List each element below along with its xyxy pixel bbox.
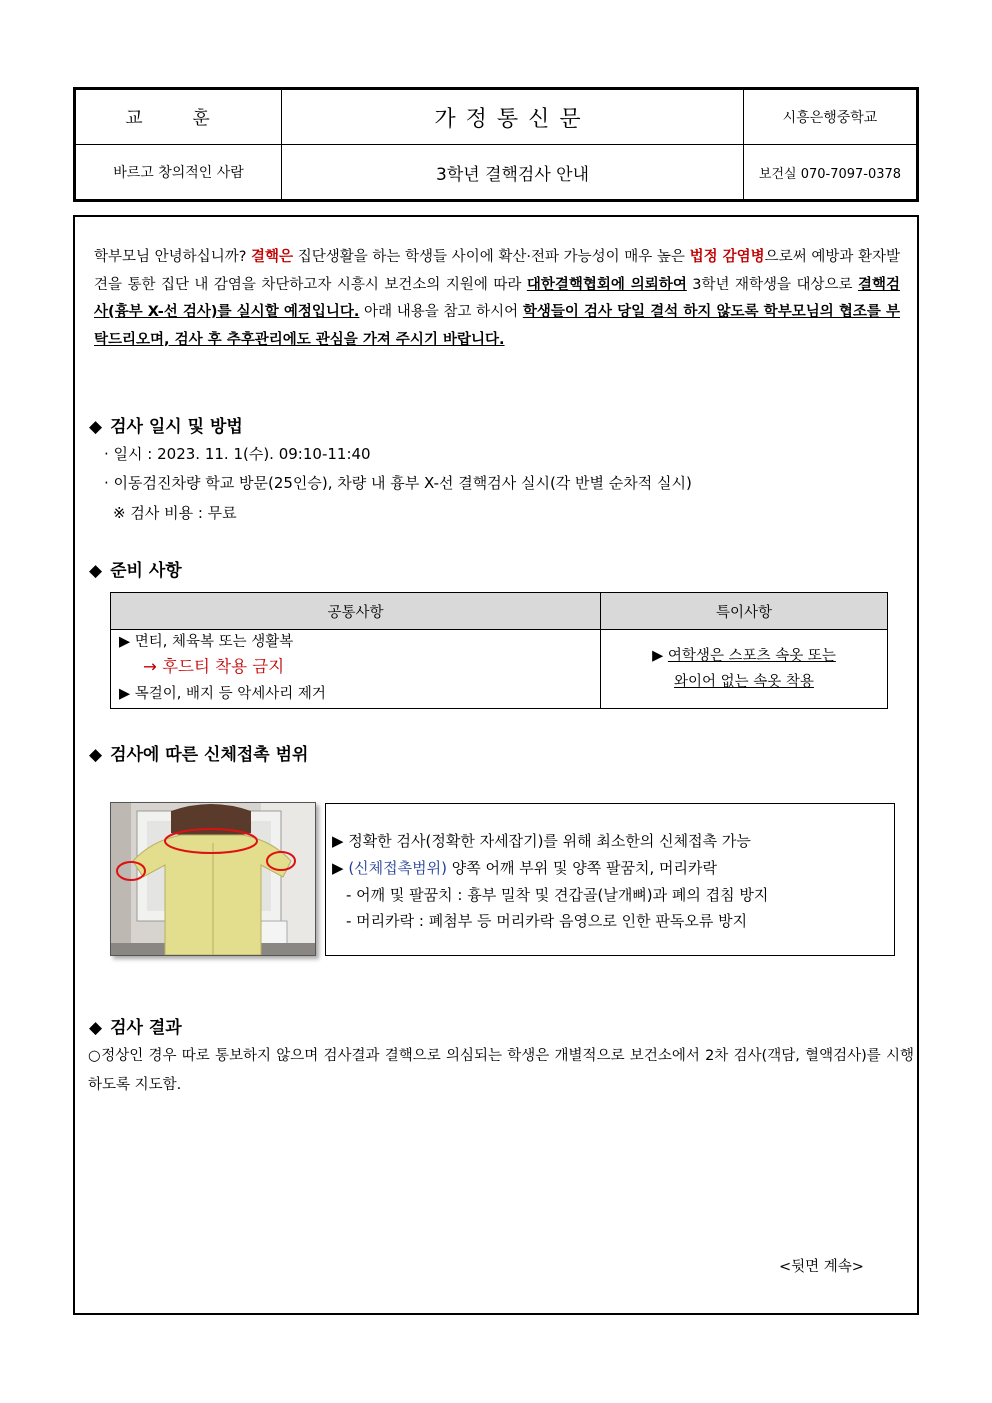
section-heading-text: 준비 사항	[110, 561, 182, 581]
school-motto: 바르고 창의적인 사람	[76, 145, 282, 200]
section-heading-text: 검사 일시 및 방법	[110, 417, 243, 437]
table-header-special: 특이사항	[601, 593, 888, 630]
intro-paragraph	[94, 244, 900, 354]
school-name: 시흥은행중학교	[744, 90, 917, 145]
list-item-warning: → 후드티 착용 금지	[143, 657, 285, 676]
intro-emphasis: 결핵검사(흉부 X-선 검사)를 실시할 예정입니다.	[94, 276, 901, 320]
contact-info: 보건실 070-7097-0378	[744, 145, 917, 200]
list-item: ▶ 면티, 체육복 또는 생활복	[119, 634, 294, 650]
special-items-cell	[601, 630, 888, 709]
triangle-right-icon: ▶	[652, 648, 668, 664]
diamond-icon: ◆	[89, 417, 103, 437]
schedule-cost: ※ 검사 비용 : 무료	[113, 504, 237, 522]
contact-range-box	[325, 803, 895, 956]
diamond-icon: ◆	[89, 561, 103, 581]
page-title: 가정통신문	[282, 90, 744, 145]
intro-highlight: 법정 감염병	[689, 249, 765, 265]
table-header-common: 공통사항	[111, 593, 601, 630]
xray-posture-photo	[110, 802, 316, 956]
main-content-frame	[73, 215, 919, 1315]
triangle-right-icon: ▶	[332, 859, 349, 877]
contact-detail: - 어깨 및 팔꿈치 : 흉부 밀착 및 견갑골(날개뼈)과 폐의 겹침 방지	[346, 886, 769, 904]
page-subtitle: 3학년 결핵검사 안내	[282, 145, 744, 200]
result-text: ○정상인 경우 따로 통보하지 않으며 검사결과 결핵으로 의심되는 학생은 개별적으로 보건소에서 2차 검사(객담, 혈액검사)를 시행하도록 지도함.	[88, 1048, 914, 1093]
section-heading-contact	[89, 740, 308, 765]
list-item: ▶ 목걸이, 배지 등 악세사리 제거	[119, 686, 326, 702]
preparation-table	[110, 592, 888, 709]
section-heading-preparation	[89, 556, 182, 581]
motto-label: 교 훈	[76, 90, 282, 145]
intro-emphasis: 학생들이 검사 당일 결석 하지 않도록 학부모님의 협조를 부탁드리오며, 검사 후 추후관리에도 관심을 가져 주시기 바랍니다.	[94, 304, 900, 348]
schedule-method: · 이동검진차량 학교 방문(25인승), 차량 내 흉부 X-선 결핵검사 실시(각 반별 순차적 실시)	[104, 474, 692, 492]
special-item-line: 와이어 없는 속옷 착용	[674, 674, 814, 690]
intro-text: 집단생활을 하는 학생들 사이에 확산·전파 가능성이 매우 높은	[293, 249, 690, 265]
intro-highlight: 결핵은	[251, 249, 294, 265]
intro-text: 학부모님 안녕하십니까?	[94, 249, 252, 265]
contact-range-label: (신체접촉범위)	[348, 859, 447, 877]
section-heading-result	[89, 1013, 182, 1038]
common-items-cell	[111, 630, 601, 709]
contact-bullet	[332, 857, 717, 878]
section-heading-text: 검사에 따른 신체접촉 범위	[110, 745, 309, 765]
contact-range-text: 양쪽 어깨 부위 및 양쪽 팔꿈치, 머리카락	[446, 859, 717, 877]
diamond-icon: ◆	[89, 745, 103, 765]
intro-emphasis: 대한결핵협회에 의뢰하여	[526, 276, 687, 293]
intro-text: 으로써 예방과 환자발견을 통한 집단 내 감염을 차단하고자 시흥시 보건소의 지원에 따라	[94, 249, 901, 293]
intro-text: 아래 내용을 참고 하시어	[359, 304, 523, 320]
special-item-line: 여학생은 스포츠 속옷 또는	[667, 648, 836, 664]
diamond-icon: ◆	[89, 1018, 103, 1038]
contact-detail: - 머리카락 : 폐첨부 등 머리카락 음영으로 인한 판독오류 방지	[346, 912, 748, 930]
contact-bullet: ▶ 정확한 검사(정확한 자세잡기)를 위해 최소한의 신체접촉 가능	[332, 832, 751, 850]
section-heading-schedule	[89, 412, 243, 437]
schedule-date: · 일시 : 2023. 11. 1(수). 09:10-11:40	[104, 445, 371, 463]
section-heading-text: 검사 결과	[110, 1018, 182, 1038]
letter-header	[73, 87, 919, 202]
continued-note: <뒷면 계속>	[779, 1259, 864, 1275]
intro-text: 3학년 재학생을 대상으로	[686, 276, 858, 293]
